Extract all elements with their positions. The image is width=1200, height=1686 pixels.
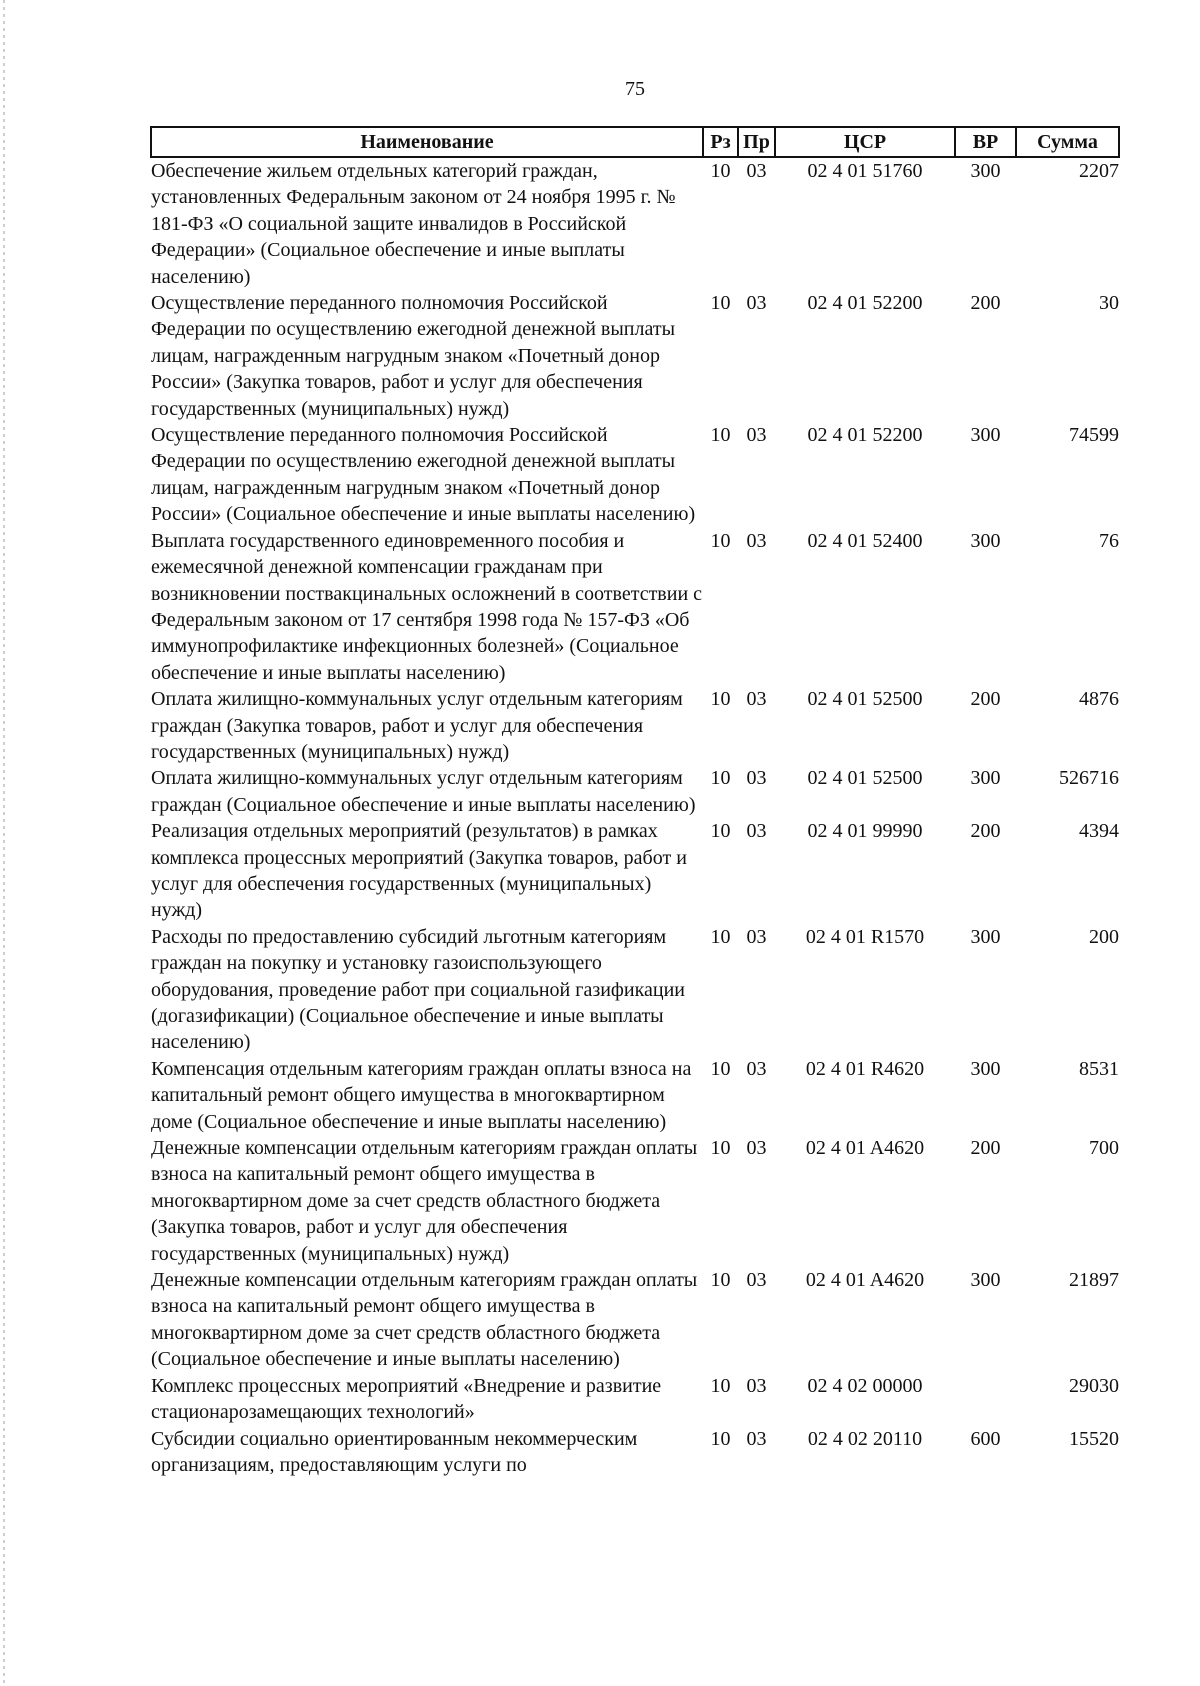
cell-rz: 10 [710,1137,731,1160]
cell-sum: 21897 [1069,1269,1119,1292]
cell-vr: 300 [970,925,1001,948]
cell-rz: 10 [710,529,731,552]
budget-table [150,126,1120,1478]
cell-name: Реализация отдельных мероприятий (результатов) в рамках комплекса процессных мероприятий (Закупка товаров, работ и услуг для обеспечения государственных (муниципальных) нужд) [151,820,687,922]
cell-vr: 300 [970,160,1001,182]
cell-pr: 03 [746,820,767,843]
cell-csr: 02 4 01 R4620 [805,1057,925,1080]
cell-pr: 03 [746,1137,767,1160]
cell-vr: 300 [970,1057,1001,1080]
cell-pr: 03 [746,292,767,315]
cell-csr: 02 4 01 99990 [807,820,923,843]
header-rz: Рз [703,127,738,157]
cell-rz: 10 [710,767,731,790]
cell-rz: 10 [710,1269,731,1292]
cell-csr: 02 4 01 52500 [807,688,923,711]
cell-vr: 200 [970,688,1001,711]
cell-vr [955,1373,1016,1426]
cell-pr: 03 [746,1269,767,1292]
cell-sum: 8531 [1079,1057,1119,1080]
cell-sum: 200 [1089,925,1119,948]
cell-sum: 4876 [1079,688,1119,711]
header-name: Наименование [151,127,703,157]
cell-csr: 02 4 01 52200 [807,424,923,447]
cell-name: Компенсация отдельным категориям граждан оплаты взноса на капитальный ремонт общего имущества в многоквартирном доме (Социальное обеспечение и иные выплаты населению) [151,1057,692,1133]
cell-pr: 03 [746,688,767,711]
cell-pr: 03 [746,767,767,790]
cell-pr: 03 [746,1427,767,1450]
cell-rz: 10 [710,688,731,711]
table-row [151,1267,1119,1373]
table-row [151,818,1119,924]
cell-sum: 15520 [1069,1427,1119,1450]
cell-vr: 300 [970,1269,1001,1292]
table-row [151,290,1119,422]
cell-csr: 02 4 01 52200 [807,292,923,315]
cell-vr: 600 [970,1427,1001,1450]
cell-vr: 200 [970,292,1001,315]
cell-rz: 10 [710,820,731,843]
cell-csr: 02 4 01 R1570 [805,925,925,948]
cell-rz: 10 [710,424,731,447]
cell-vr: 200 [970,1137,1001,1160]
table-row [151,157,1119,290]
table-row [151,1373,1119,1426]
table-row [151,528,1119,686]
cell-rz: 10 [710,160,731,182]
cell-csr: 02 4 01 51760 [807,160,923,182]
cell-vr: 300 [970,424,1001,447]
cell-sum: 29030 [1069,1374,1119,1397]
cell-sum: 74599 [1069,424,1119,447]
cell-name: Денежные компенсации отдельным категориям граждан оплаты взноса на капитальный ремонт общего имущества в многоквартирном доме за счет средств областного бюджета (Закупка товаров, работ и услуг для обеспечения государственных (муниципальных) нужд) [151,1137,698,1265]
cell-rz: 10 [710,292,731,315]
header-pr: Пр [738,127,775,157]
cell-sum: 76 [1099,529,1119,552]
cell-rz: 10 [710,1057,731,1080]
cell-pr: 03 [746,529,767,552]
cell-csr: 02 4 01 52500 [807,767,923,790]
cell-vr: 300 [970,767,1001,790]
cell-pr: 03 [746,1374,767,1397]
header-sum: Сумма [1016,127,1119,157]
table-header-row [151,127,1119,157]
cell-name: Субсидии социально ориентированным некоммерческим организациям, предоставляющим услуги по [151,1427,638,1476]
cell-rz: 10 [710,925,731,948]
cell-name: Денежные компенсации отдельным категориям граждан оплаты взноса на капитальный ремонт общего имущества в многоквартирном доме за счет средств областного бюджета (Социальное обеспечение и иные выплаты населению) [151,1269,698,1371]
cell-name: Расходы по предоставлению субсидий льготным категориям граждан на покупку и установку газоиспользующего оборудования, проведение работ при социальной газификации (догазификации) (Социальное обеспечение и иные выплаты населению) [151,925,685,1054]
cell-pr: 03 [746,424,767,447]
cell-sum: 4394 [1079,820,1119,843]
cell-csr: 02 4 02 00000 [807,1374,923,1397]
cell-pr: 03 [746,1057,767,1080]
cell-sum: 30 [1099,292,1119,315]
cell-csr: 02 4 02 20110 [807,1427,923,1450]
cell-rz: 10 [710,1427,731,1450]
cell-name: Оплата жилищно-коммунальных услуг отдельным категориям граждан (Социальное обеспечение и иные выплаты населению) [151,767,696,816]
table-row [151,1056,1119,1135]
table-row [151,1135,1119,1267]
table-row [151,686,1119,765]
cell-rz: 10 [710,1374,731,1397]
table-row [151,1426,1119,1479]
cell-pr: 03 [746,925,767,948]
cell-vr: 300 [970,529,1001,552]
cell-sum: 700 [1089,1137,1119,1160]
cell-vr: 200 [970,820,1001,843]
scan-edge [3,0,5,1686]
cell-name: Оплата жилищно-коммунальных услуг отдельным категориям граждан (Закупка товаров, работ и услуг для обеспечения государственных (муниципальных) нужд) [151,688,683,763]
table-row [151,924,1119,1056]
cell-name: Комплекс процессных мероприятий «Внедрение и развитие стационарозамещающих технологий» [151,1374,662,1424]
cell-name: Осуществление переданного полномочия Российской Федерации по осуществлению ежегодной денежной выплаты лицам, награжденным нагрудным знаком «Почетный донор России» (Закупка товаров, работ и услуг для обеспечения государственных (муниципальных) нужд) [151,292,676,420]
cell-name: Осуществление переданного полномочия Российской Федерации по осуществлению ежегодной денежной выплаты лицам, награжденным нагрудным знаком «Почетный донор России» (Социальное обеспечение и иные выплаты населению) [151,424,696,526]
table-row [151,422,1119,528]
table-row [151,765,1119,818]
cell-csr: 02 4 01 52400 [807,529,923,552]
cell-name: Обеспечение жильем отдельных категорий граждан, установленных Федеральным законом от 24 ноября 1995 г. № 181-ФЗ «О социальной защите инвалидов в Российской Федерации» (Социальное обеспечение и иные выплаты населению) [151,160,676,288]
cell-pr: 03 [746,160,767,182]
header-vr: ВР [955,127,1016,157]
page-number: 75 [625,78,645,100]
cell-sum: 2207 [1079,160,1119,182]
cell-name: Выплата государственного единовременного пособия и ежемесячной денежной компенсации гражданам при возникновении поствакцинальных осложнений в соответствии с Федеральным законом от 17 сентября 1998 года № 157-ФЗ «Об иммунопрофилактике инфекционных болезней» (Социальное обеспечение и иные выплаты населению) [151,529,703,684]
cell-csr: 02 4 01 A4620 [805,1137,925,1160]
header-csr: ЦСР [775,127,955,157]
cell-sum: 526716 [1059,767,1119,790]
cell-csr: 02 4 01 A4620 [805,1269,925,1292]
